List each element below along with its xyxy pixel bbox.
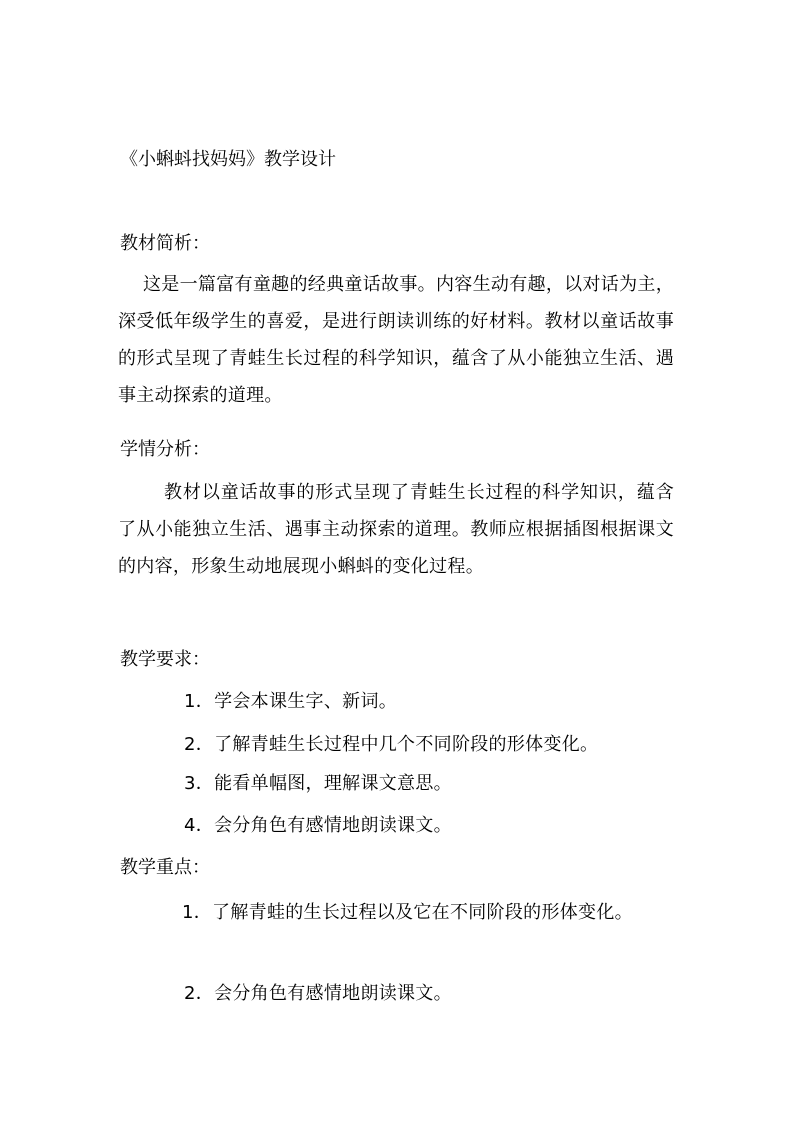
heading-key-points: 教学重点： — [120, 857, 210, 878]
key-point-text: 会分角色有感情地朗读课文。 — [214, 983, 452, 1004]
requirement-number: 3． — [184, 773, 215, 794]
requirement-item — [184, 688, 397, 716]
paragraph-learning-analysis: 教材以童话故事的形式呈现了青蛙生长过程的科学知识，蕴含了从小能独立生活、遇事主动探索的道理。教师应根据插图根据课文的内容，形象生动地展现小蝌蚪的变化过程。 — [118, 482, 674, 577]
key-point-item-2 — [184, 980, 452, 1008]
requirement-item — [184, 731, 598, 759]
requirement-text: 学会本课生字、新词。 — [214, 691, 398, 712]
requirement-item — [184, 770, 452, 798]
requirement-text: 会分角色有感情地朗读课文。 — [214, 815, 452, 836]
requirement-number: 2． — [184, 734, 215, 755]
paragraph-material-analysis: 这是一篇富有童趣的经典童话故事。内容生动有趣，以对话为主，深受低年级学生的喜爱，是进行朗读训练的好材料。教材以童话故事的形式呈现了青蛙生长过程的科学知识，蕴含了从小能独立生活、遇事主动探索的道理。 — [118, 274, 674, 406]
key-point-item-1: 1．了解青蛙的生长过程以及它在不同阶段的形体变化。 — [182, 902, 633, 923]
document-title: 《小蝌蚪找妈妈》教学设计 — [120, 149, 336, 170]
requirement-text: 能看单幅图，理解课文意思。 — [214, 773, 452, 794]
key-point-number: 2． — [184, 983, 215, 1004]
requirement-number: 4． — [184, 815, 215, 836]
requirement-number: 1． — [184, 691, 215, 712]
heading-learning-analysis: 学情分析： — [120, 439, 210, 460]
heading-requirements: 教学要求： — [120, 649, 210, 670]
requirement-item — [184, 812, 452, 840]
heading-material-analysis: 教材简析： — [120, 233, 210, 254]
requirement-text: 了解青蛙生长过程中几个不同阶段的形体变化。 — [214, 734, 599, 755]
